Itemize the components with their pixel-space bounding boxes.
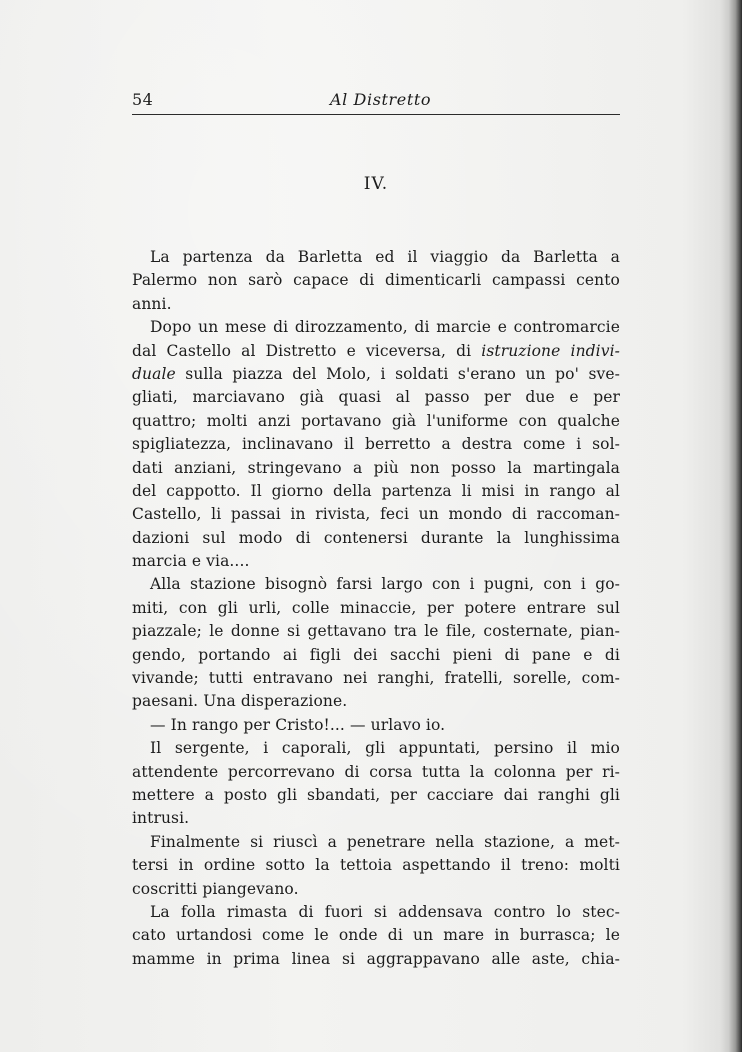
text-line: Il sergente, i caporali, gli appuntati, persino il mio (150, 739, 620, 758)
text-line: Alla stazione bisognò farsi largo con i pugni, con i go- (150, 575, 620, 594)
running-title: Al Distretto (330, 90, 432, 109)
text-line: miti, con gli urli, colle minaccie, per potere entrare sul (132, 598, 620, 617)
text-line: duale sulla piazza del Molo, i soldati s'erano un po' sve- (132, 364, 620, 383)
text-line: vivande; tutti entravano nei ranghi, fratelli, sorelle, com- (132, 669, 620, 688)
text-line: Castello, li passai in rivista, feci un mondo di raccoman- (132, 505, 620, 524)
chapter-heading: IV. (363, 174, 389, 194)
text-line: La folla rimasta di fuori si addensava contro lo stec- (150, 902, 620, 921)
text-line: spigliatezza, inclinavano il berretto a destra come i sol- (132, 435, 620, 454)
text-line: piazzale; le donne si gettavano tra le file, costernate, pian- (132, 622, 620, 641)
text-line: mettere a posto gli sbandati, per cacciare dai ranghi gli (132, 785, 620, 804)
text-line: dal Castello al Distretto e viceversa, di istruzione indivi- (132, 341, 620, 360)
page-header (132, 86, 620, 116)
text-line: tersi in ordine sotto la tettoia aspettando il treno: molti (132, 856, 620, 875)
text-line: attendente percorrevano di corsa tutta la colonna per ri- (132, 762, 620, 781)
text-line: intrusi. (132, 809, 190, 828)
text-line: gliati, marciavano già quasi al passo per due e per (132, 388, 620, 407)
text-line: anni. (132, 294, 172, 313)
header-rule (132, 114, 620, 115)
text-line: Palermo non sarò capace di dimenticarli campassi cento (132, 271, 620, 290)
text-line: La partenza da Barletta ed il viaggio da Barletta a (150, 248, 620, 266)
book-spine-shadow (720, 0, 742, 1052)
text-line: Finalmente si riuscì a penetrare nella stazione, a met- (150, 832, 620, 851)
text-line: — In rango per Cristo!... — urlavo io. (150, 715, 446, 734)
text-line: cato urtandosi come le onde di un mare in burrasca; le (132, 926, 620, 945)
page-number: 54 (132, 90, 154, 109)
body-text (132, 246, 620, 971)
text-line: marcia e via.... (132, 552, 250, 571)
text-line: mamme in prima linea si aggrappavano alle aste, chia- (132, 949, 620, 968)
text-line: del cappotto. Il giorno della partenza li misi in rango al (132, 481, 620, 500)
text-line: dati anziani, stringevano a più non posso la martingala (132, 458, 620, 477)
text-line: gendo, portando ai figli dei sacchi pieni di pane e di (132, 645, 620, 664)
text-line: quattro; molti anzi portavano già l'uniforme con qualche (132, 411, 620, 430)
text-line: coscritti piangevano. (132, 879, 299, 898)
text-line: paesani. Una disperazione. (132, 692, 348, 711)
text-line: Dopo un mese di dirozzamento, di marcie e contromarcie (150, 318, 620, 337)
text-line: dazioni sul modo di contenersi durante la lunghissima (132, 528, 620, 547)
